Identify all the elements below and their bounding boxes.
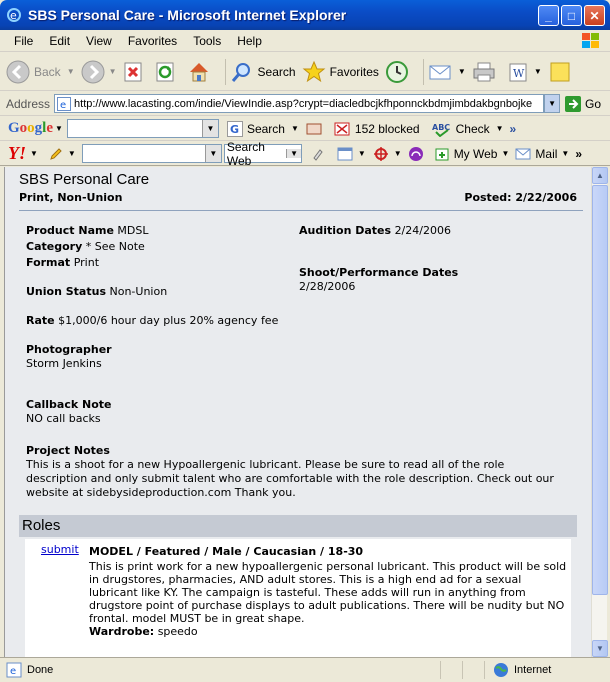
yahoo-mail-label: Mail xyxy=(535,146,558,161)
role-item xyxy=(25,539,571,657)
home-icon xyxy=(187,60,211,84)
yahoo-search-web-button[interactable]: Search Web ▼ xyxy=(224,144,302,163)
yahoo-mail-button[interactable]: Mail ▼ xyxy=(515,147,569,161)
format-value: Print xyxy=(73,256,100,269)
role-title: MODEL / Featured / Male / Caucasian / 18-30 xyxy=(89,545,364,558)
vertical-scrollbar[interactable] xyxy=(591,167,607,657)
status-text: Done xyxy=(27,664,54,676)
spellcheck-icon xyxy=(432,121,452,137)
google-toolbar: Google ▼ ▼ G Search ▼ 152 blocked ABC Check ▼ » xyxy=(0,117,610,141)
product-name-label: Product Name xyxy=(26,224,114,237)
product-name-value: MDSL xyxy=(117,224,149,237)
submit-link[interactable]: submit xyxy=(41,543,79,556)
scroll-thumb[interactable] xyxy=(592,185,608,595)
yahoo-my-web-button[interactable]: My Web ▼ xyxy=(434,146,510,162)
posted-date: Posted: 2/22/2006 xyxy=(464,191,577,204)
go-label: Go xyxy=(585,96,602,111)
google-search-input[interactable]: ▼ xyxy=(67,119,219,138)
callback-note-field xyxy=(26,398,111,426)
sticky-note-icon xyxy=(548,61,572,83)
window-title: SBS Personal Care - Microsoft Internet Explorer xyxy=(28,7,347,23)
stop-button[interactable] xyxy=(123,61,149,83)
zone-label: Internet xyxy=(514,664,552,676)
rate-field xyxy=(26,314,278,328)
google-logo[interactable]: Google xyxy=(8,120,54,136)
category-label: Category xyxy=(26,240,83,253)
menu-help[interactable]: Help xyxy=(237,33,262,48)
status-bar xyxy=(0,657,610,682)
menu-favorites[interactable]: Favorites xyxy=(127,33,178,48)
product-name-field xyxy=(26,224,149,238)
yahoo-logo[interactable]: Y! xyxy=(8,143,26,163)
union-status-label: Union Status xyxy=(26,285,106,298)
svg-text:e: e xyxy=(10,666,17,677)
google-search-label: Search xyxy=(246,121,285,136)
highlighter-icon xyxy=(310,146,326,162)
wardrobe-field xyxy=(89,625,198,638)
scroll-up-button[interactable]: ▲ xyxy=(592,167,608,184)
audition-dates-value: 2/24/2006 xyxy=(394,224,451,237)
minimize-button[interactable]: _ xyxy=(538,5,559,26)
yahoo-highlight-button[interactable] xyxy=(310,146,330,162)
search-icon xyxy=(230,60,254,84)
rate-label: Rate xyxy=(26,314,55,327)
menu-bar xyxy=(0,30,610,52)
role-description: This is print work for a new hypoallergenic personal lubricant. This product will be sold in drugstores, pharmacies, AND adult stores. This is a high end ad for a sexual lubricant like KY. The campaign is tasteful. These adds will run in anything from drugstore point of purchase displays to adult publications. There will be nudity but NO frontal. model MUST be in great shape. xyxy=(89,560,567,625)
shoot-dates-value: 2/28/2006 xyxy=(299,280,356,293)
history-button[interactable] xyxy=(385,60,413,84)
back-button[interactable]: Back ▼ xyxy=(6,60,75,84)
photographer-field xyxy=(26,343,112,371)
svg-text:G: G xyxy=(229,122,239,136)
union-status-value: Non-Union xyxy=(109,285,168,298)
mail-envelope-icon xyxy=(428,61,454,83)
menu-tools[interactable]: Tools xyxy=(193,33,222,48)
pagerank-button[interactable] xyxy=(305,121,327,137)
title-bar xyxy=(0,0,610,30)
notes-button[interactable] xyxy=(548,61,576,83)
home-button[interactable] xyxy=(187,60,215,84)
internet-globe-icon xyxy=(493,662,509,678)
forward-button[interactable]: ▼ xyxy=(81,60,117,84)
star-icon xyxy=(302,60,326,84)
search-label: Search xyxy=(257,64,296,79)
scroll-down-button[interactable]: ▼ xyxy=(592,640,608,657)
category-field xyxy=(26,240,145,254)
google-search-button[interactable]: G Search ▼ xyxy=(227,121,299,137)
popup-blocked-count: 152 blocked xyxy=(354,121,420,136)
word-icon xyxy=(506,61,530,83)
shoot-dates-label: Shoot/Performance Dates xyxy=(299,266,459,279)
yahoo-antispy-button[interactable]: ▼ xyxy=(372,146,402,162)
google-more-chevron-icon[interactable]: » xyxy=(509,121,517,136)
menu-edit[interactable]: Edit xyxy=(49,33,71,48)
mail-icon xyxy=(515,147,531,161)
photographer-value: Storm Jenkins xyxy=(26,357,102,370)
yahoo-music-button[interactable] xyxy=(408,146,428,162)
popup-blocked-icon xyxy=(333,121,351,137)
pagerank-icon xyxy=(305,121,323,137)
back-arrow-icon xyxy=(6,60,30,84)
edit-word-button[interactable]: W ▼ xyxy=(506,61,542,83)
menu-view[interactable]: View xyxy=(86,33,112,48)
pencil-icon xyxy=(48,146,64,162)
favorites-button[interactable] xyxy=(302,60,379,84)
page-done-icon xyxy=(6,662,22,678)
stop-icon xyxy=(123,61,145,83)
svg-text:W: W xyxy=(512,66,525,80)
rate-value: $1,000/6 hour day plus 20% agency fee xyxy=(58,314,279,327)
page-ie-icon xyxy=(57,97,71,111)
format-field xyxy=(26,256,99,270)
address-input[interactable] xyxy=(54,94,544,113)
window-icon xyxy=(336,146,354,162)
standard-toolbar xyxy=(0,53,610,91)
security-zone xyxy=(484,661,551,679)
printer-icon xyxy=(472,61,496,83)
page-title: SBS Personal Care xyxy=(19,171,150,188)
yahoo-pencil-button[interactable]: ▼ xyxy=(48,146,76,162)
address-bar xyxy=(0,92,610,116)
back-label: Back xyxy=(34,64,61,79)
yahoo-search-web-label: Search Web xyxy=(226,139,265,168)
ie-icon xyxy=(6,7,22,23)
page-subhead: Print, Non-Union xyxy=(19,191,123,204)
category-value: * See Note xyxy=(85,240,145,253)
yahoo-toolbar: Y! ▼ ▼ ▼ Search Web ▼ ▼ ▼ My Web ▼ Mail ▼ » xyxy=(0,142,610,166)
svg-text:ABC: ABC xyxy=(431,122,450,132)
spell-check-button[interactable]: ABC Check ▼ xyxy=(431,121,504,136)
project-notes-value: This is a shoot for a new Hypoallergenic lubricant. Please be sure to read all of the role description and only submit talent who are comfortable with the role description. Check out our website at sidebysideproduction.com Thank you. xyxy=(26,458,554,499)
go-button[interactable] xyxy=(564,95,601,113)
wardrobe-value: speedo xyxy=(157,625,198,638)
wardrobe-label: Wardrobe: xyxy=(89,625,155,638)
roles-header: Roles xyxy=(19,515,577,537)
format-label: Format xyxy=(26,256,71,269)
menu-file[interactable]: File xyxy=(14,33,34,48)
svg-text:e: e xyxy=(60,99,67,111)
yahoo-search-input[interactable]: ▼ xyxy=(82,144,222,163)
spell-check-label: Check xyxy=(455,121,490,136)
popup-blocker-button[interactable] xyxy=(333,121,420,137)
callback-note-label: Callback Note xyxy=(26,398,112,411)
audition-dates-label: Audition Dates xyxy=(299,224,392,237)
page-content xyxy=(4,167,591,657)
refresh-icon xyxy=(155,61,177,83)
google-g-icon xyxy=(227,121,243,137)
windows-logo-icon xyxy=(580,32,602,50)
audition-dates-field xyxy=(299,224,451,238)
yahoo-my-web-label: My Web xyxy=(453,146,498,161)
refresh-button[interactable] xyxy=(155,61,181,83)
search-button[interactable] xyxy=(230,60,296,84)
close-button[interactable]: ✕ xyxy=(584,5,605,26)
address-url: http://www.lacasting.com/indie/ViewIndie.asp?crypt=diacledbcjkfhponnckbdmjimbdakbgnbojke xyxy=(74,97,533,110)
address-label: Address xyxy=(6,96,51,111)
svg-text:e: e xyxy=(10,9,17,22)
history-icon xyxy=(385,60,409,84)
project-notes-field xyxy=(26,444,566,500)
go-arrow-icon xyxy=(564,95,582,113)
address-dropdown-button[interactable]: ▼ xyxy=(544,94,560,113)
favorites-label: Favorites xyxy=(329,64,379,79)
crosshair-icon xyxy=(372,146,390,162)
divider xyxy=(19,210,583,211)
yahoo-more-chevron-icon[interactable]: » xyxy=(575,146,583,161)
shoot-dates-field xyxy=(299,266,458,294)
headphones-icon xyxy=(408,146,424,162)
callback-note-value: NO call backs xyxy=(26,412,101,425)
photographer-label: Photographer xyxy=(26,343,112,356)
print-button[interactable] xyxy=(472,61,500,83)
yahoo-popup-button[interactable]: ▼ xyxy=(336,146,366,162)
forward-arrow-icon xyxy=(81,60,105,84)
my-web-icon xyxy=(434,146,450,162)
union-status-field xyxy=(26,285,167,299)
project-notes-label: Project Notes xyxy=(26,444,110,457)
maximize-button[interactable]: □ xyxy=(561,5,582,26)
mail-button[interactable]: ▼ xyxy=(428,61,466,83)
